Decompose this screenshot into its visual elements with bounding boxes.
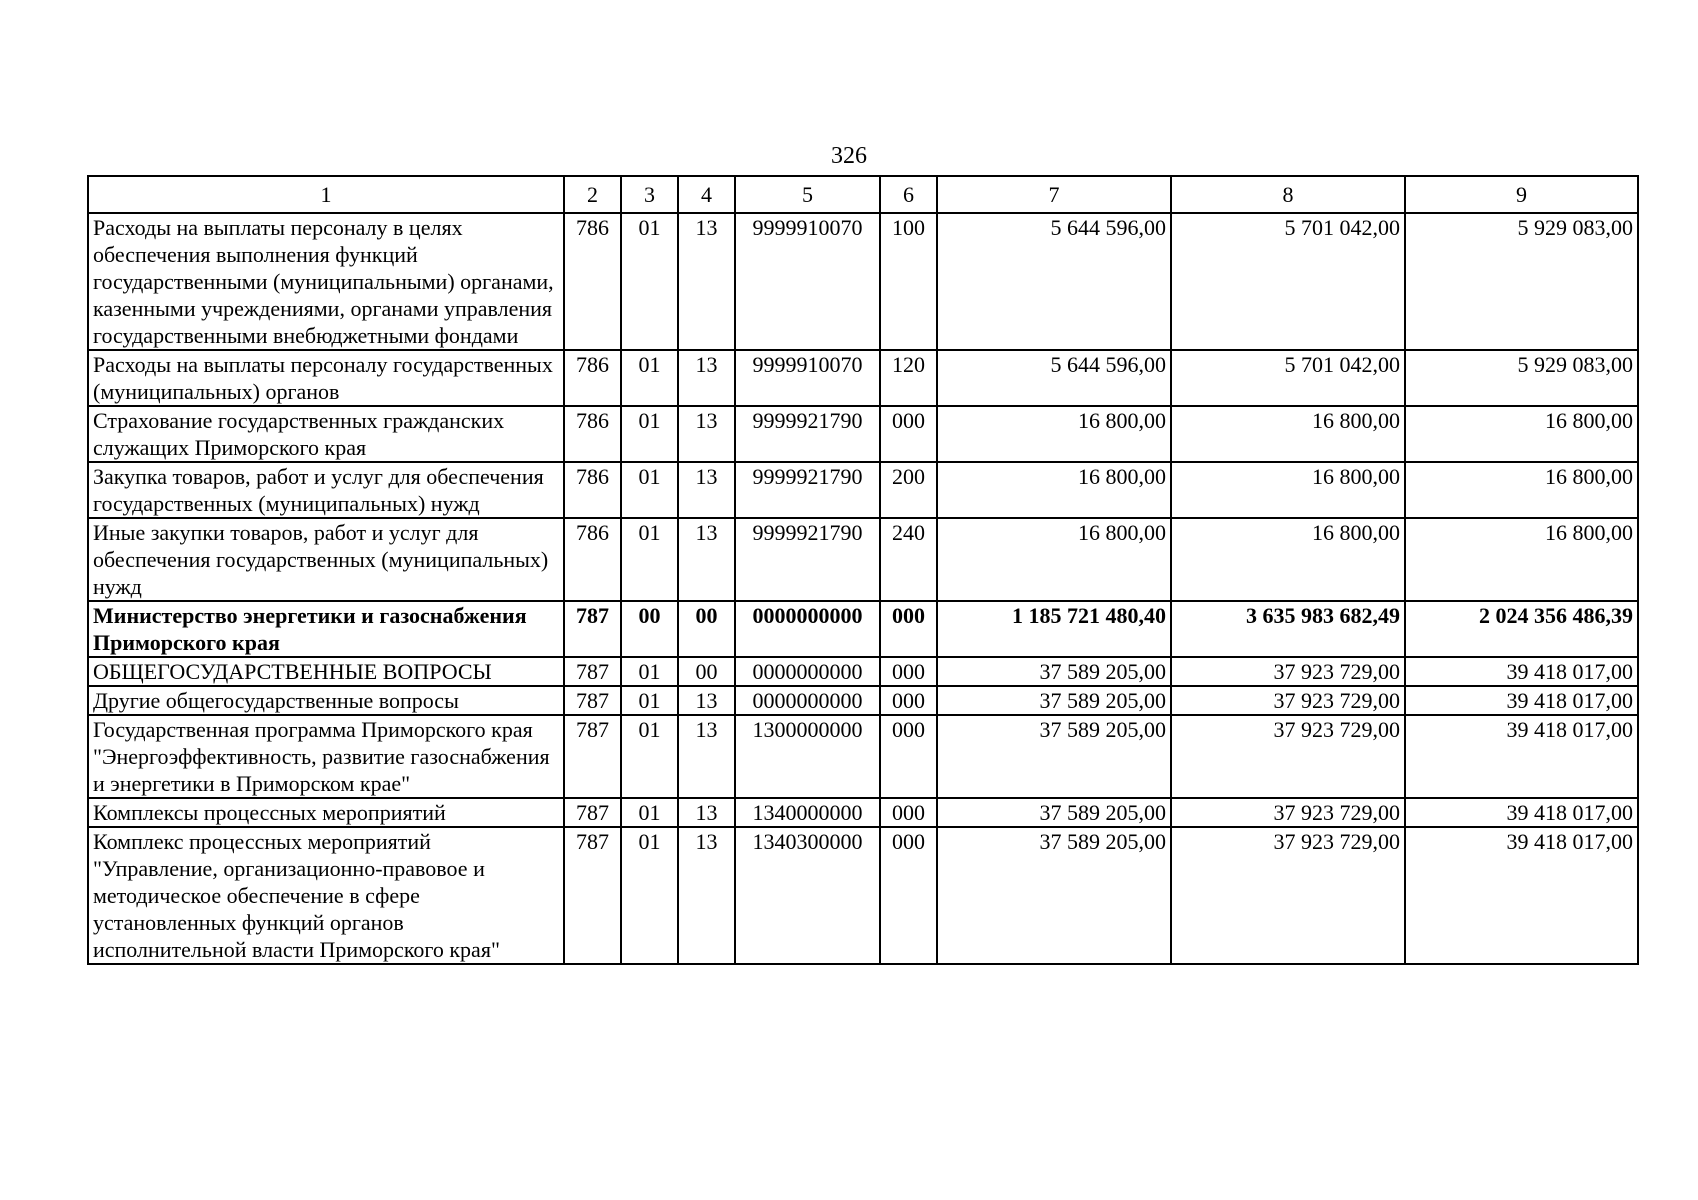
amount-col-7-cell: 16 800,00 <box>937 518 1171 601</box>
table-row <box>88 518 1638 601</box>
amount-col-7-cell: 37 589 205,00 <box>937 715 1171 798</box>
header-col-1: 1 <box>88 176 564 213</box>
header-col-3: 3 <box>621 176 678 213</box>
expense-type-cell: 240 <box>880 518 937 601</box>
amount-col-9-cell: 16 800,00 <box>1405 518 1638 601</box>
table-row <box>88 601 1638 657</box>
ministry-code-cell: 786 <box>564 406 621 462</box>
table-row <box>88 686 1638 715</box>
table-row <box>88 715 1638 798</box>
subsection-code-cell: 13 <box>678 715 735 798</box>
section-code-cell: 01 <box>621 462 678 518</box>
table-row <box>88 213 1638 350</box>
amount-col-7-cell: 5 644 596,00 <box>937 350 1171 406</box>
page-number: 326 <box>831 143 867 169</box>
target-article-cell: 9999910070 <box>735 350 880 406</box>
target-article-cell: 9999921790 <box>735 518 880 601</box>
header-row <box>88 176 1638 213</box>
section-code-cell: 01 <box>621 827 678 964</box>
table-row <box>88 827 1638 964</box>
row-name-cell: Министерство энергетики и газоснабжения Приморского края <box>88 601 564 657</box>
budget-table <box>87 175 1639 965</box>
amount-col-8-cell: 5 701 042,00 <box>1171 213 1405 350</box>
subsection-code-cell: 00 <box>678 657 735 686</box>
target-article-cell: 0000000000 <box>735 686 880 715</box>
amount-col-7-cell: 37 589 205,00 <box>937 686 1171 715</box>
ministry-code-cell: 787 <box>564 601 621 657</box>
section-code-cell: 01 <box>621 798 678 827</box>
header-col-8: 8 <box>1171 176 1405 213</box>
expense-type-cell: 000 <box>880 657 937 686</box>
expense-type-cell: 000 <box>880 406 937 462</box>
expense-type-cell: 000 <box>880 715 937 798</box>
amount-col-9-cell: 39 418 017,00 <box>1405 686 1638 715</box>
subsection-code-cell: 13 <box>678 798 735 827</box>
table-row <box>88 462 1638 518</box>
expense-type-cell: 120 <box>880 350 937 406</box>
subsection-code-cell: 13 <box>678 827 735 964</box>
subsection-code-cell: 13 <box>678 518 735 601</box>
ministry-code-cell: 786 <box>564 462 621 518</box>
row-name-cell: Государственная программа Приморского края "Энергоэффективность, развитие газоснабжения и энергетики в Приморском крае" <box>88 715 564 798</box>
amount-col-8-cell: 16 800,00 <box>1171 406 1405 462</box>
expense-type-cell: 000 <box>880 827 937 964</box>
amount-col-8-cell: 37 923 729,00 <box>1171 798 1405 827</box>
target-article-cell: 9999921790 <box>735 406 880 462</box>
ministry-code-cell: 787 <box>564 686 621 715</box>
amount-col-9-cell: 2 024 356 486,39 <box>1405 601 1638 657</box>
subsection-code-cell: 13 <box>678 406 735 462</box>
row-name-cell: Иные закупки товаров, работ и услуг для обеспечения государственных (муниципальных) нужд <box>88 518 564 601</box>
section-code-cell: 01 <box>621 686 678 715</box>
amount-col-8-cell: 37 923 729,00 <box>1171 715 1405 798</box>
header-col-9: 9 <box>1405 176 1638 213</box>
amount-col-8-cell: 37 923 729,00 <box>1171 827 1405 964</box>
section-code-cell: 01 <box>621 406 678 462</box>
amount-col-7-cell: 37 589 205,00 <box>937 657 1171 686</box>
ministry-code-cell: 787 <box>564 715 621 798</box>
amount-col-7-cell: 16 800,00 <box>937 406 1171 462</box>
amount-col-7-cell: 16 800,00 <box>937 462 1171 518</box>
amount-col-8-cell: 3 635 983 682,49 <box>1171 601 1405 657</box>
section-code-cell: 01 <box>621 350 678 406</box>
row-name-cell: Расходы на выплаты персоналу государственных (муниципальных) органов <box>88 350 564 406</box>
table-body <box>88 213 1638 964</box>
target-article-cell: 9999921790 <box>735 462 880 518</box>
row-name-cell: Расходы на выплаты персоналу в целях обеспечения выполнения функций государственными (муниципальными) органами, казенными учреждениями, органами управления государственными внебюджетными фондами <box>88 213 564 350</box>
table-row <box>88 657 1638 686</box>
header-col-6: 6 <box>880 176 937 213</box>
row-name-cell: Комплексы процессных мероприятий <box>88 798 564 827</box>
expense-type-cell: 200 <box>880 462 937 518</box>
target-article-cell: 9999910070 <box>735 213 880 350</box>
amount-col-7-cell: 37 589 205,00 <box>937 798 1171 827</box>
amount-col-8-cell: 37 923 729,00 <box>1171 657 1405 686</box>
table-header <box>88 176 1638 213</box>
amount-col-9-cell: 39 418 017,00 <box>1405 715 1638 798</box>
header-col-2: 2 <box>564 176 621 213</box>
header-col-5: 5 <box>735 176 880 213</box>
section-code-cell: 01 <box>621 213 678 350</box>
row-name-cell: ОБЩЕГОСУДАРСТВЕННЫЕ ВОПРОСЫ <box>88 657 564 686</box>
amount-col-7-cell: 37 589 205,00 <box>937 827 1171 964</box>
subsection-code-cell: 13 <box>678 350 735 406</box>
ministry-code-cell: 787 <box>564 657 621 686</box>
table-row <box>88 798 1638 827</box>
header-col-7: 7 <box>937 176 1171 213</box>
row-name-cell: Другие общегосударственные вопросы <box>88 686 564 715</box>
subsection-code-cell: 00 <box>678 601 735 657</box>
amount-col-9-cell: 39 418 017,00 <box>1405 827 1638 964</box>
section-code-cell: 01 <box>621 518 678 601</box>
ministry-code-cell: 787 <box>564 827 621 964</box>
expense-type-cell: 000 <box>880 798 937 827</box>
amount-col-8-cell: 16 800,00 <box>1171 518 1405 601</box>
subsection-code-cell: 13 <box>678 686 735 715</box>
header-col-4: 4 <box>678 176 735 213</box>
amount-col-7-cell: 1 185 721 480,40 <box>937 601 1171 657</box>
amount-col-7-cell: 5 644 596,00 <box>937 213 1171 350</box>
ministry-code-cell: 786 <box>564 350 621 406</box>
amount-col-9-cell: 39 418 017,00 <box>1405 657 1638 686</box>
amount-col-9-cell: 16 800,00 <box>1405 406 1638 462</box>
amount-col-9-cell: 16 800,00 <box>1405 462 1638 518</box>
target-article-cell: 1300000000 <box>735 715 880 798</box>
row-name-cell: Закупка товаров, работ и услуг для обеспечения государственных (муниципальных) нужд <box>88 462 564 518</box>
section-code-cell: 01 <box>621 657 678 686</box>
row-name-cell: Комплекс процессных мероприятий "Управление, организационно-правовое и методическое обеспечение в сфере установленных функций органов исполнительной власти Приморского края" <box>88 827 564 964</box>
ministry-code-cell: 786 <box>564 518 621 601</box>
subsection-code-cell: 13 <box>678 213 735 350</box>
table-row <box>88 406 1638 462</box>
amount-col-8-cell: 5 701 042,00 <box>1171 350 1405 406</box>
target-article-cell: 1340000000 <box>735 798 880 827</box>
target-article-cell: 0000000000 <box>735 657 880 686</box>
row-name-cell: Страхование государственных гражданских служащих Приморского края <box>88 406 564 462</box>
expense-type-cell: 000 <box>880 601 937 657</box>
ministry-code-cell: 787 <box>564 798 621 827</box>
section-code-cell: 00 <box>621 601 678 657</box>
expense-type-cell: 100 <box>880 213 937 350</box>
target-article-cell: 0000000000 <box>735 601 880 657</box>
ministry-code-cell: 786 <box>564 213 621 350</box>
subsection-code-cell: 13 <box>678 462 735 518</box>
section-code-cell: 01 <box>621 715 678 798</box>
expense-type-cell: 000 <box>880 686 937 715</box>
amount-col-8-cell: 16 800,00 <box>1171 462 1405 518</box>
amount-col-9-cell: 39 418 017,00 <box>1405 798 1638 827</box>
amount-col-8-cell: 37 923 729,00 <box>1171 686 1405 715</box>
target-article-cell: 1340300000 <box>735 827 880 964</box>
amount-col-9-cell: 5 929 083,00 <box>1405 350 1638 406</box>
table-row <box>88 350 1638 406</box>
amount-col-9-cell: 5 929 083,00 <box>1405 213 1638 350</box>
